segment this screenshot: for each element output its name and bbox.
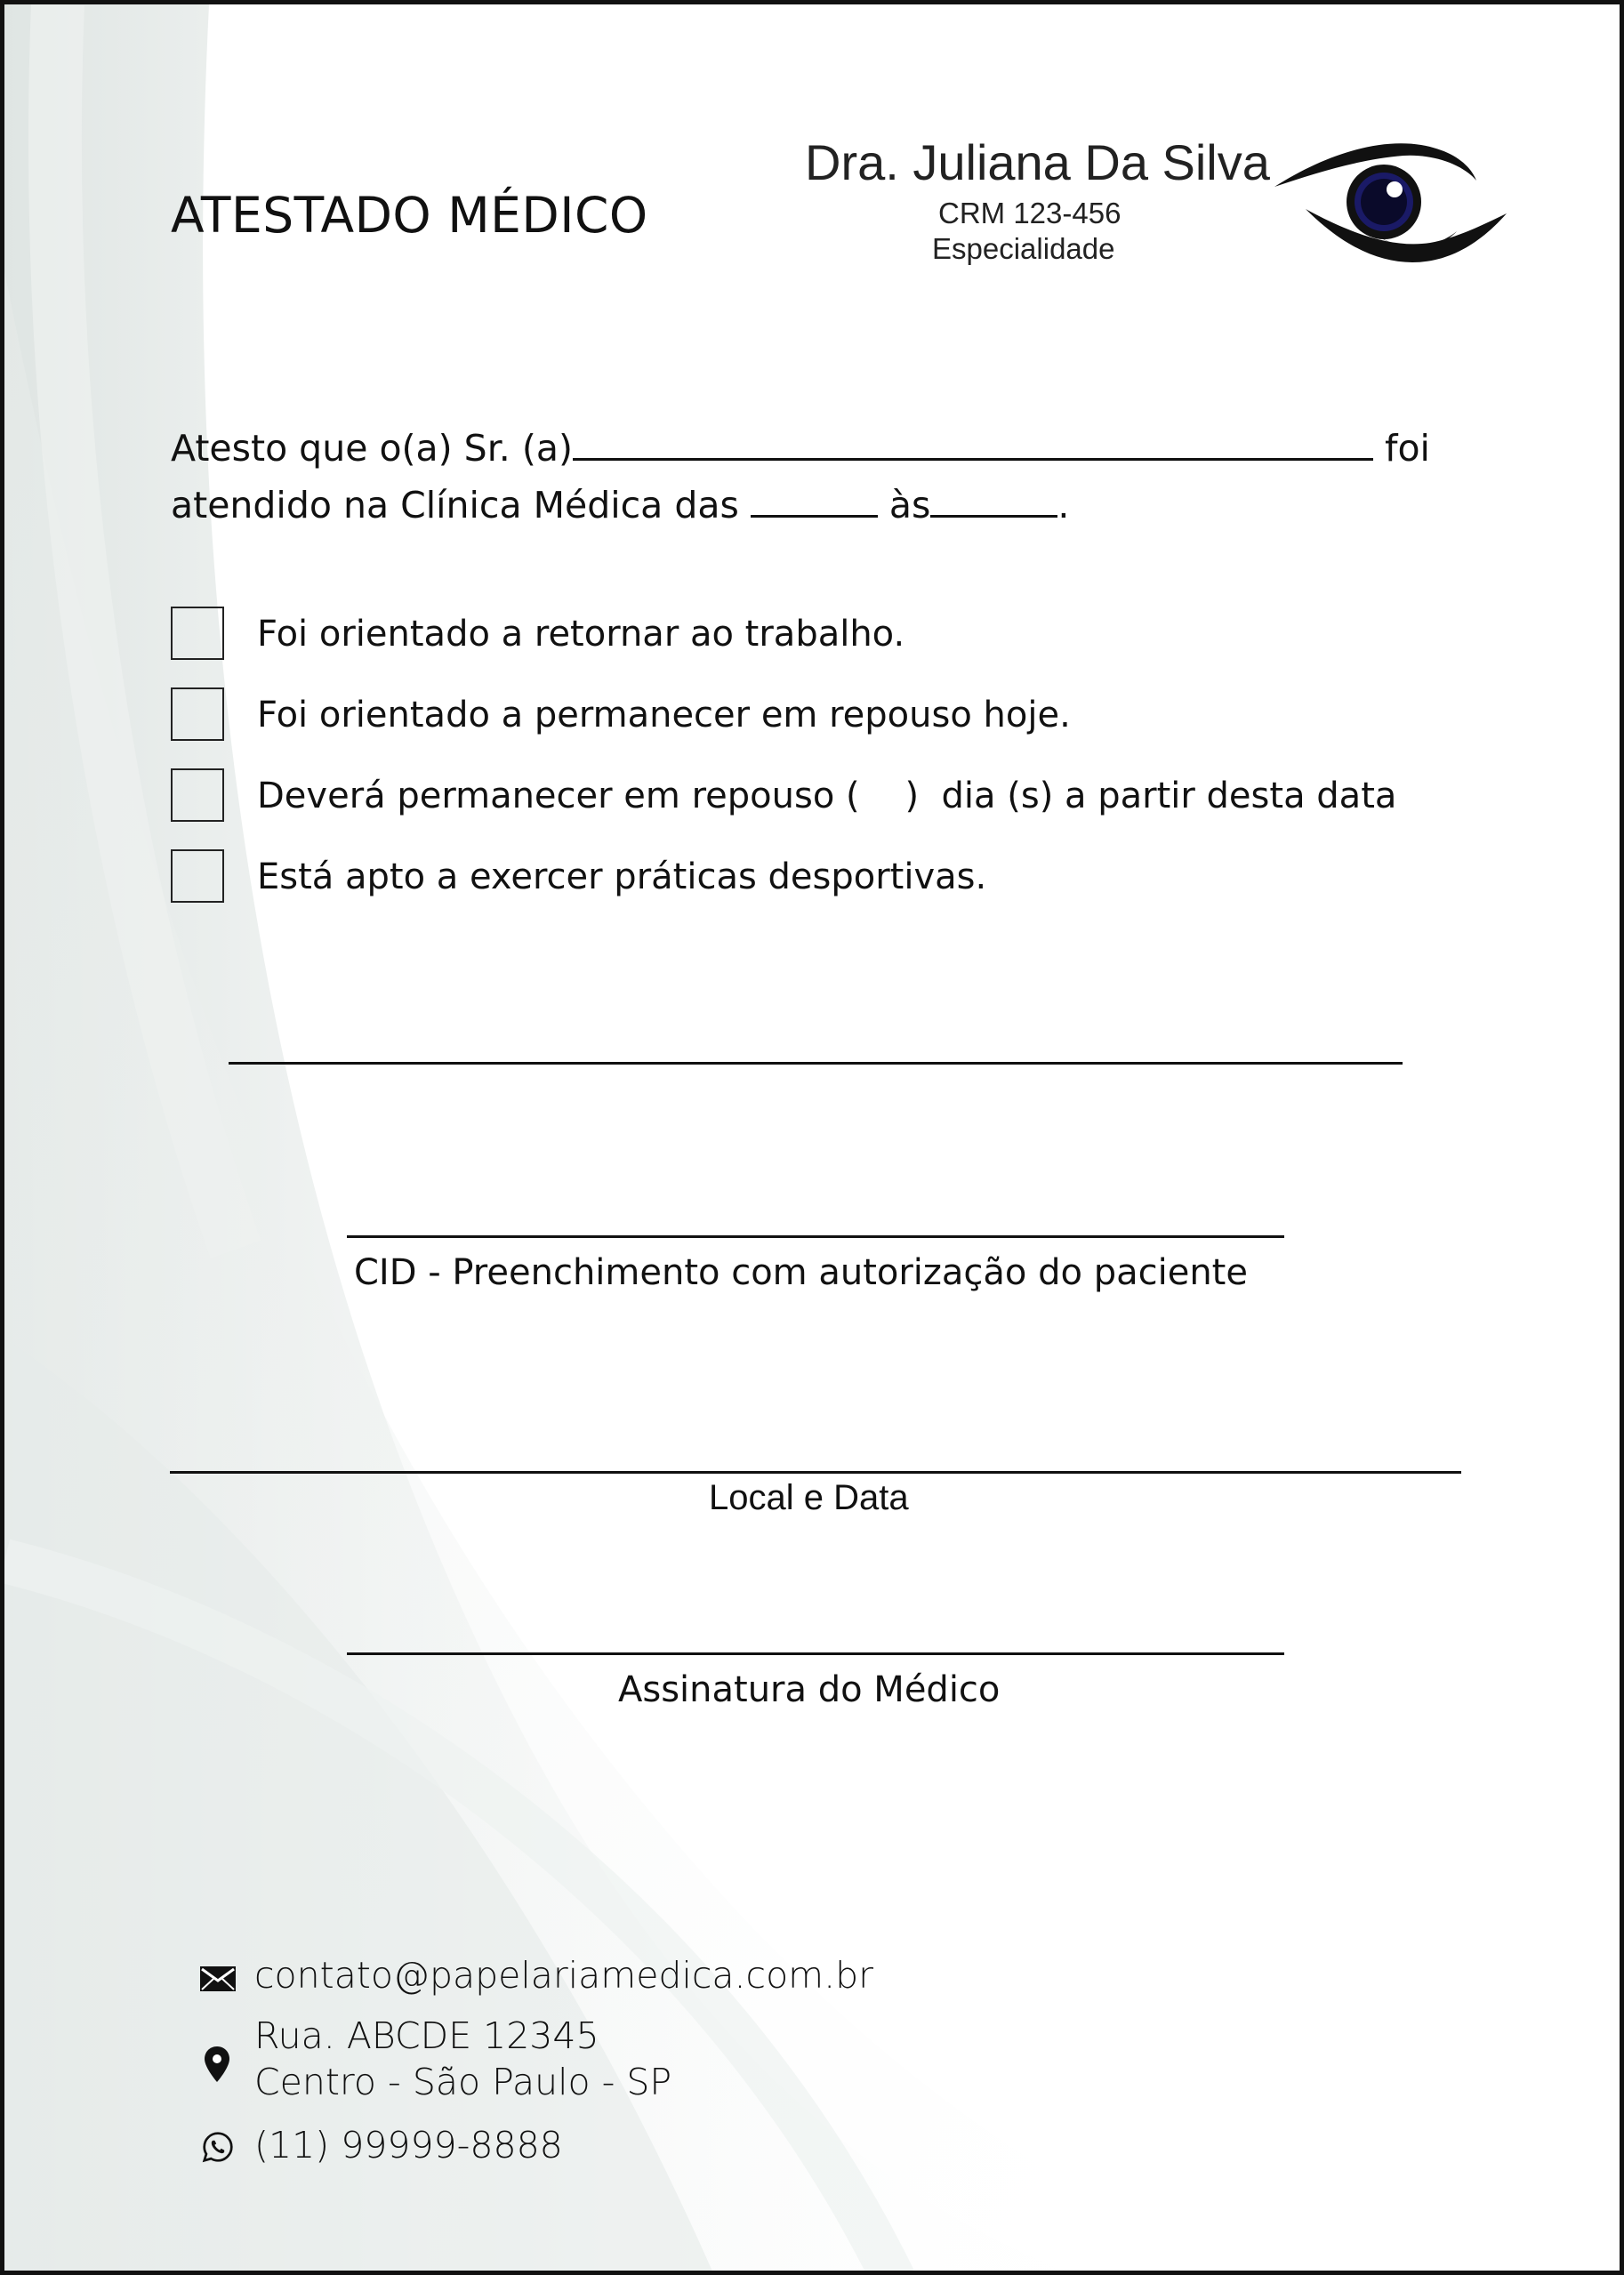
attest-text-end: foi xyxy=(1385,427,1430,470)
contact-phone[interactable]: (11) 99999-8888 xyxy=(254,2124,563,2166)
checkbox-sports[interactable] xyxy=(171,849,224,903)
contact-email[interactable]: contato@papelariamedica.com.br xyxy=(254,1954,874,1997)
doctor-name: Dra. Juliana Da Silva xyxy=(805,134,1270,190)
option-label: Foi orientado a retornar ao trabalho. xyxy=(257,614,905,655)
attest-text-start: Atesto que o(a) Sr. (a) xyxy=(171,427,573,470)
map-pin-icon xyxy=(205,2046,229,2082)
attest-hours-text: atendido na Clínica Médica das xyxy=(171,484,739,527)
signature-line xyxy=(347,1652,1284,1655)
option-label: Foi orientado a permanecer em repouso hoje. xyxy=(257,695,1071,736)
patient-name-blank xyxy=(573,422,1373,461)
attest-line-1 xyxy=(171,422,1430,470)
doctor-crm: CRM 123-456 xyxy=(938,197,1122,229)
option-label: Está apto a exercer práticas desportivas. xyxy=(257,856,987,897)
doctor-specialty: Especialidade xyxy=(932,232,1115,265)
envelope-icon xyxy=(199,1966,237,1991)
background-decoration xyxy=(4,4,1624,2275)
eye-icon xyxy=(1270,138,1507,271)
checkbox-rest-days[interactable] xyxy=(171,768,224,822)
whatsapp-icon xyxy=(202,2131,234,2163)
cid-line xyxy=(347,1235,1284,1238)
local-date-label: Local e Data xyxy=(709,1478,909,1517)
attest-hours-end: . xyxy=(1057,484,1070,527)
signature-label: Assinatura do Médico xyxy=(618,1669,1001,1710)
cid-label: CID - Preenchimento com autorização do paciente xyxy=(354,1252,1248,1293)
option-label: Deverá permanecer em repouso ( ) dia (s) a partir desta data xyxy=(257,776,1397,816)
checkbox-return-work[interactable] xyxy=(171,607,224,660)
start-time-blank xyxy=(751,479,878,518)
local-date-line xyxy=(170,1471,1461,1474)
checkbox-rest-today[interactable] xyxy=(171,687,224,741)
attest-line-2 xyxy=(171,479,1069,527)
contact-address-line1: Rua. ABCDE 12345 xyxy=(254,2014,599,2057)
contact-address-line2: Centro - São Paulo - SP xyxy=(254,2061,672,2103)
end-time-blank xyxy=(930,479,1057,518)
attest-hours-to: às xyxy=(888,484,931,527)
document-title: ATESTADO MÉDICO xyxy=(171,187,648,244)
free-text-line xyxy=(229,1062,1403,1065)
